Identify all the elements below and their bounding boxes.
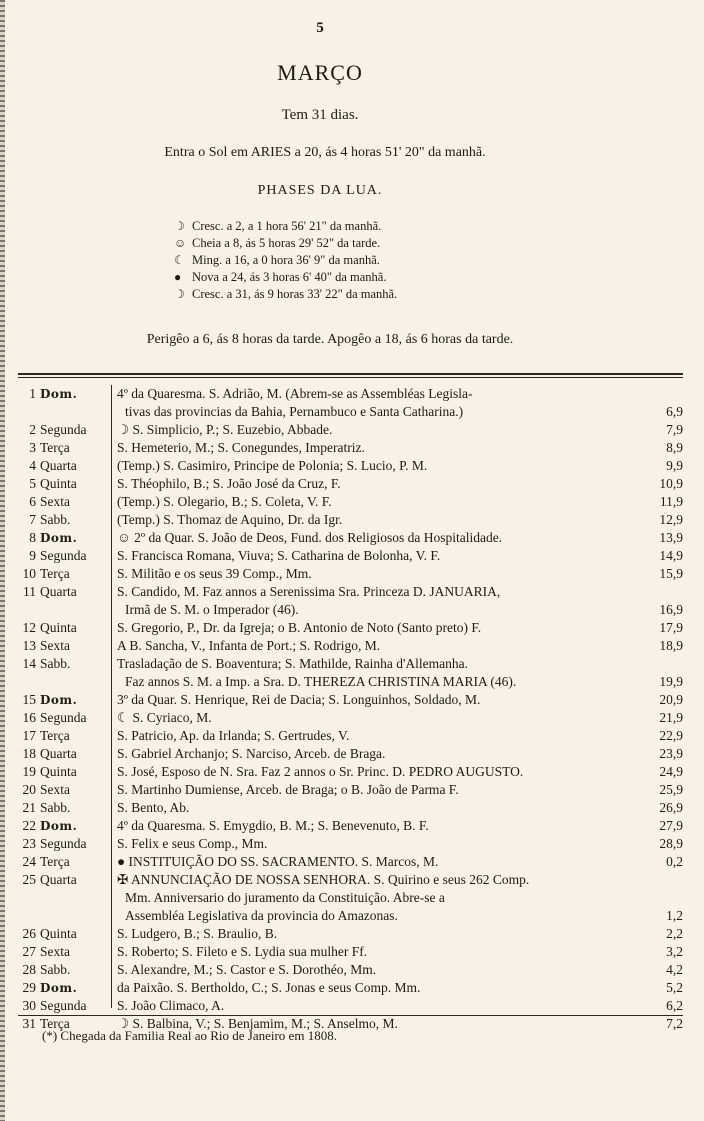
moon-age-value: 6,2	[666, 998, 683, 1013]
moon-phase-row	[174, 269, 397, 286]
footnote: (*) Chegada da Familia Real ao Rio de Janeiro em 1808.	[42, 1028, 337, 1043]
saints-text: ☾ S. Cyriaco, M.	[117, 710, 212, 725]
saints-text: S. Martinho Dumiense, Arceb. de Braga; o B. João de Parma F.	[117, 782, 459, 797]
moon-age-value: 16,9	[659, 602, 683, 617]
saints-text: S. José, Esposo de N. Sra. Faz 2 annos o Sr. Princ. D. PEDRO AUGUSTO.	[117, 764, 524, 779]
calendar-row	[18, 763, 683, 781]
weekday-name: Dom.	[40, 387, 78, 401]
moon-phase-text: Cheia a 8, ás 5 horas 29' 52" da tarde.	[192, 236, 381, 250]
saints-text: S. Gabriel Archanjo; S. Narciso, Arceb. de Braga.	[117, 746, 386, 761]
calendar-row	[18, 745, 683, 763]
moon-age-value: 4,2	[666, 962, 683, 977]
moon-age-value: 18,9	[659, 638, 683, 653]
perigee-apogee-line: Perigêo a 6, ás 8 horas da tarde. Apogêo a 18, ás 6 horas da tarde.	[146, 332, 514, 347]
waning-moon-icon: ☾	[174, 253, 185, 267]
day-number: 26	[22, 926, 36, 941]
weekday-name	[36, 673, 40, 691]
day-number: 21	[22, 800, 36, 815]
day-column	[18, 745, 111, 763]
weekday-name: Sabb.	[40, 656, 71, 671]
day-number: 2	[29, 422, 36, 437]
weekday-name: Quarta	[40, 746, 77, 761]
day-number: 17	[22, 728, 36, 743]
day-number: 14	[22, 656, 36, 671]
day-number: 12	[22, 620, 36, 635]
day-column	[18, 907, 111, 925]
moon-age-value: 15,9	[659, 566, 683, 581]
moon-age-value: 24,9	[659, 764, 683, 779]
day-column	[18, 763, 111, 781]
saints-text: Assembléa Legislativa da provincia do Amazonas.	[125, 908, 398, 923]
weekday-name: Dom.	[40, 531, 78, 545]
day-number: 31	[22, 1016, 36, 1031]
saints-text: A B. Sancha, V., Infanta de Port.; S. Rodrigo, M.	[117, 638, 381, 653]
days-line: Tem 31 dias.	[281, 107, 359, 123]
saints-text: S. Bento, Ab.	[117, 800, 190, 815]
day-number: 13	[22, 638, 36, 653]
page-edge-scan	[0, 0, 5, 1121]
day-number: 18	[22, 746, 36, 761]
moon-age-value	[645, 655, 683, 673]
day-column	[18, 565, 111, 583]
day-number: 28	[22, 962, 36, 977]
moon-age-value: 0,2	[666, 854, 683, 869]
weekday-name	[36, 403, 40, 421]
moon-age-value: 7,9	[666, 422, 683, 437]
weekday-name: Terça	[40, 728, 70, 743]
day-column	[18, 871, 111, 889]
day-column	[18, 619, 111, 637]
calendar-row	[18, 691, 683, 709]
calendar-row	[18, 799, 683, 817]
moon-age-value: 8,9	[666, 440, 683, 455]
day-column	[18, 997, 111, 1015]
day-column	[18, 943, 111, 961]
day-column	[18, 709, 111, 727]
moon-phase-row	[174, 286, 397, 303]
crescent-moon-icon: ☽	[174, 219, 185, 233]
saints-text: (Temp.) S. Thomaz de Aquino, Dr. da Igr.	[117, 512, 343, 527]
moon-phases-title: PHASES DA LUA.	[257, 183, 383, 198]
moon-age-value: 9,9	[666, 458, 683, 473]
saints-text: S. Gregorio, P., Dr. da Igreja; o B. Antonio de Noto (Santo preto) F.	[117, 620, 482, 635]
moon-age-value: 22,9	[659, 728, 683, 743]
moon-age-value: 27,9	[659, 818, 683, 833]
weekday-name: Sabb.	[40, 962, 71, 977]
calendar-row	[18, 979, 683, 997]
day-number: 9	[29, 548, 36, 563]
day-column	[18, 925, 111, 943]
table-top-rule-thin	[18, 377, 683, 378]
saints-text: 4º da Quaresma. S. Emygdio, B. M.; S. Benevenuto, B. F.	[117, 818, 429, 833]
day-number: 16	[22, 710, 36, 725]
day-column	[18, 655, 111, 673]
day-column	[18, 547, 111, 565]
day-number: 29	[22, 980, 36, 995]
moon-age-value: 20,9	[659, 692, 683, 707]
moon-age-value: 17,9	[659, 620, 683, 635]
saints-text: ☽ S. Balbina, V.; S. Benjamim, M.; S. Anselmo, M.	[117, 1016, 398, 1031]
calendar-row	[18, 727, 683, 745]
day-number	[18, 601, 36, 619]
moon-age-value	[645, 889, 683, 907]
day-column	[18, 727, 111, 745]
weekday-name	[36, 907, 40, 925]
calendar-row	[18, 853, 683, 871]
new-moon-icon: ●	[174, 270, 182, 284]
saints-text: Mm. Anniversario do juramento da Constituição. Abre-se a	[125, 890, 445, 905]
calendar-row	[18, 943, 683, 961]
day-column	[18, 799, 111, 817]
weekday-name: Segunda	[40, 836, 87, 851]
saints-text: S. Ludgero, B.; S. Braulio, B.	[117, 926, 278, 941]
calendar-table	[18, 385, 683, 1033]
day-number: 20	[22, 782, 36, 797]
saints-text: S. João Climaco, A.	[117, 998, 225, 1013]
calendar-row	[18, 889, 683, 907]
moon-age-value: 1,2	[666, 908, 683, 923]
weekday-name: Quinta	[40, 476, 77, 491]
day-number: 22	[22, 818, 36, 833]
weekday-name: Quarta	[40, 584, 77, 599]
calendar-row	[18, 547, 683, 565]
saints-text: tivas das provincias da Bahia, Pernambuco e Santa Catharina.)	[125, 404, 464, 419]
table-bottom-rule	[18, 1015, 683, 1016]
day-column	[18, 583, 111, 601]
calendar-row	[18, 655, 683, 673]
weekday-name: Terça	[40, 440, 70, 455]
moon-age-value: 26,9	[659, 800, 683, 815]
weekday-name	[36, 889, 40, 907]
calendar-row	[18, 637, 683, 655]
moon-age-value: 7,2	[666, 1016, 683, 1031]
moon-age-value: 12,9	[659, 512, 683, 527]
saints-text: S. Théophilo, B.; S. João José da Cruz, F.	[117, 476, 341, 491]
day-number: 30	[22, 998, 36, 1013]
saints-text: Trasladação de S. Boaventura; S. Mathilde, Rainha d'Allemanha.	[117, 656, 468, 671]
weekday-name: Dom.	[40, 693, 78, 707]
sun-entry-line: Entra o Sol em ARIES a 20, ás 4 horas 51' 20" da manhã.	[164, 145, 486, 160]
day-number	[18, 907, 36, 925]
saints-text: Faz annos S. M. a Imp. a Sra. D. THEREZA CHRISTINA MARIA (46).	[125, 674, 517, 689]
moon-age-value	[645, 583, 683, 601]
calendar-row	[18, 871, 683, 889]
saints-text: ✠ ANNUNCIAÇÃO DE NOSSA SENHORA. S. Quirino e seus 262 Comp.	[117, 872, 530, 887]
day-number: 19	[22, 764, 36, 779]
day-column	[18, 835, 111, 853]
day-number: 7	[29, 512, 36, 527]
weekday-name: Sexta	[40, 944, 70, 959]
saints-text: (Temp.) S. Olegario, B.; S. Coleta, V. F.	[117, 494, 332, 509]
calendar-row	[18, 583, 683, 601]
day-number: 11	[23, 584, 36, 599]
calendar-row	[18, 421, 683, 439]
day-column	[18, 475, 111, 493]
calendar-row	[18, 529, 683, 547]
calendar-row	[18, 997, 683, 1015]
weekday-name: Sabb.	[40, 800, 71, 815]
saints-text: S. Francisca Romana, Viuva; S. Catharina de Bolonha, V. F.	[117, 548, 441, 563]
day-column	[18, 421, 111, 439]
weekday-name: Segunda	[40, 710, 87, 725]
weekday-name: Quarta	[40, 872, 77, 887]
saints-text: Irmã de S. M. o Imperador (46).	[125, 602, 299, 617]
calendar-row	[18, 511, 683, 529]
page-number: 5	[316, 20, 324, 36]
weekday-name: Terça	[40, 566, 70, 581]
calendar-row	[18, 601, 683, 619]
moon-age-value: 11,9	[659, 494, 683, 509]
moon-age-value: 10,9	[659, 476, 683, 491]
moon-phase-text: Ming. a 16, a 0 hora 36' 9" da manhã.	[192, 253, 380, 267]
day-column	[18, 637, 111, 655]
moon-phase-row	[174, 252, 397, 269]
moon-phase-text: Cresc. a 2, a 1 hora 56' 21" da manhã.	[192, 219, 382, 233]
weekday-name: Sexta	[40, 638, 70, 653]
calendar-row	[18, 673, 683, 691]
calendar-row	[18, 619, 683, 637]
day-column	[18, 853, 111, 871]
calendar-row	[18, 925, 683, 943]
moon-age-value: 13,9	[659, 530, 683, 545]
calendar-row	[18, 781, 683, 799]
day-column	[18, 961, 111, 979]
day-number: 3	[29, 440, 36, 455]
day-column	[18, 439, 111, 457]
day-number	[18, 889, 36, 907]
saints-text: S. Militão e os seus 39 Comp., Mm.	[117, 566, 312, 581]
calendar-row	[18, 439, 683, 457]
calendar-row	[18, 457, 683, 475]
weekday-name: Quinta	[40, 620, 77, 635]
calendar-row	[18, 817, 683, 835]
calendar-row	[18, 565, 683, 583]
moon-age-value: 14,9	[659, 548, 683, 563]
weekday-name: Dom.	[40, 819, 78, 833]
day-number	[18, 403, 36, 421]
saints-text: 3º da Quar. S. Henrique, Rei de Dacia; S. Longuinhos, Soldado, M.	[117, 692, 481, 707]
calendar-row	[18, 493, 683, 511]
day-column	[18, 601, 111, 619]
weekday-name: Sexta	[40, 494, 70, 509]
day-number: 24	[22, 854, 36, 869]
moon-age-value: 5,2	[666, 980, 683, 995]
moon-age-value: 19,9	[659, 674, 683, 689]
weekday-name: Segunda	[40, 998, 87, 1013]
day-number: 5	[29, 476, 36, 491]
saints-text: S. Felix e seus Comp., Mm.	[117, 836, 268, 851]
weekday-name	[36, 601, 40, 619]
moon-phase-text: Nova a 24, ás 3 horas 6' 40" da manhã.	[192, 270, 387, 284]
saints-text: S. Roberto; S. Fileto e S. Lydia sua mulher Ff.	[117, 944, 368, 959]
weekday-name: Sabb.	[40, 512, 71, 527]
weekday-name: Dom.	[40, 981, 78, 995]
day-number: 6	[29, 494, 36, 509]
day-number: 1	[29, 386, 36, 401]
saints-text: S. Candido, M. Faz annos a Serenissima Sra. Princeza D. JANUARIA,	[117, 584, 501, 599]
day-column	[18, 403, 111, 421]
weekday-name: Quarta	[40, 458, 77, 473]
day-number: 15	[22, 692, 36, 707]
saints-text: ☽ S. Simplicio, P.; S. Euzebio, Abbade.	[117, 422, 333, 437]
day-column	[18, 457, 111, 475]
table-top-rule	[18, 373, 683, 375]
day-column	[18, 691, 111, 709]
weekday-name: Quinta	[40, 926, 77, 941]
full-moon-icon: ☺	[174, 236, 187, 250]
calendar-row	[18, 385, 683, 403]
weekday-name: Segunda	[40, 422, 87, 437]
saints-text: ☺ 2º da Quar. S. João de Deos, Fund. dos Religiosos da Hospitalidade.	[117, 530, 503, 545]
day-number: 23	[22, 836, 36, 851]
moon-age-value: 6,9	[666, 404, 683, 419]
weekday-name: Segunda	[40, 548, 87, 563]
day-column	[18, 493, 111, 511]
day-column	[18, 673, 111, 691]
day-number: 8	[29, 530, 36, 545]
day-number	[18, 673, 36, 691]
moon-age-value	[645, 871, 683, 889]
day-number: 4	[29, 458, 36, 473]
calendar-row	[18, 835, 683, 853]
weekday-name: Terça	[40, 1016, 70, 1031]
weekday-name: Terça	[40, 854, 70, 869]
day-number: 25	[22, 872, 36, 887]
moon-age-value: 3,2	[666, 944, 683, 959]
moon-age-value	[645, 385, 683, 403]
weekday-name: Sexta	[40, 782, 70, 797]
moon-age-value: 25,9	[659, 782, 683, 797]
saints-text: (Temp.) S. Casimiro, Principe de Polonia; S. Lucio, P. M.	[117, 458, 428, 473]
moon-phase-row	[174, 235, 397, 252]
calendar-row	[18, 907, 683, 925]
month-title: MARÇO	[277, 60, 363, 85]
moon-age-value: 23,9	[659, 746, 683, 761]
calendar-row	[18, 475, 683, 493]
day-number: 10	[22, 566, 36, 581]
calendar-row	[18, 709, 683, 727]
saints-text: S. Alexandre, M.; S. Castor e S. Dorothéo, Mm.	[117, 962, 377, 977]
weekday-name: Quinta	[40, 764, 77, 779]
moon-phase-text: Cresc. a 31, ás 9 horas 33' 22" da manhã.	[192, 287, 398, 301]
day-column	[18, 817, 111, 835]
saints-text: S. Hemeterio, M.; S. Conegundes, Imperatriz.	[117, 440, 365, 455]
moon-phases-list	[174, 218, 397, 303]
day-column	[18, 979, 111, 997]
day-column	[18, 385, 111, 403]
saints-text: 4º da Quaresma. S. Adrião, M. (Abrem-se as Assembléas Legisla-	[117, 386, 473, 401]
saints-text: S. Patricio, Ap. da Irlanda; S. Gertrudes, V.	[117, 728, 350, 743]
day-column	[18, 781, 111, 799]
day-column	[18, 529, 111, 547]
crescent-moon-icon: ☽	[174, 287, 185, 301]
moon-phase-row	[174, 218, 397, 235]
moon-age-value: 21,9	[659, 710, 683, 725]
day-column	[18, 511, 111, 529]
saints-text: da Paixão. S. Bertholdo, C.; S. Jonas e seus Comp. Mm.	[117, 980, 421, 995]
day-number: 27	[22, 944, 36, 959]
saints-text: ● INSTITUIÇÃO DO SS. SACRAMENTO. S. Marcos, M.	[117, 854, 439, 869]
moon-age-value: 2,2	[666, 926, 683, 941]
calendar-row	[18, 961, 683, 979]
day-column	[18, 889, 111, 907]
moon-age-value: 28,9	[659, 836, 683, 851]
calendar-row	[18, 403, 683, 421]
